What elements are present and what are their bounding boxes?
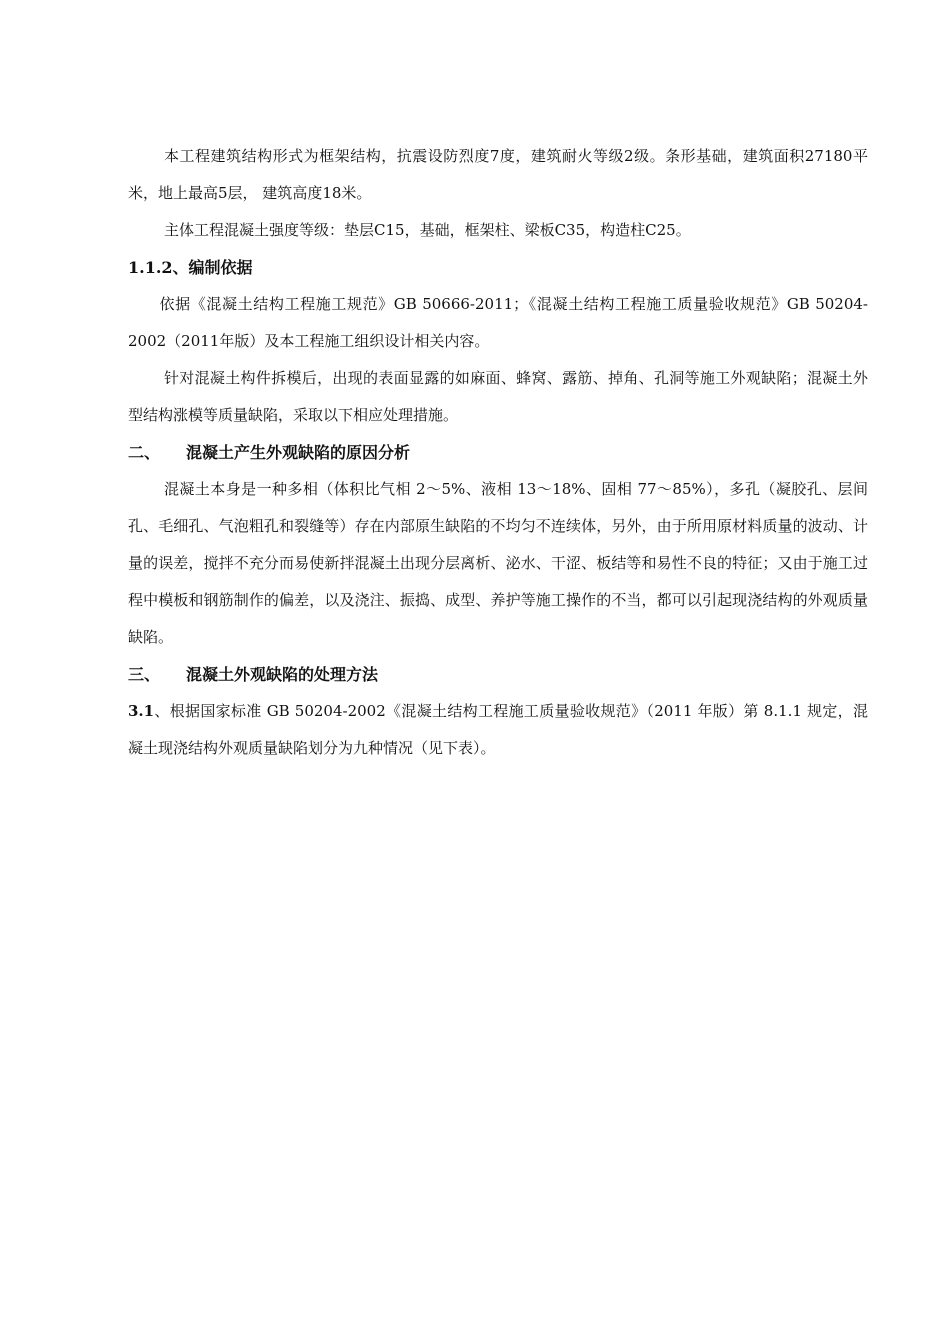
document-page: [128, 138, 868, 767]
heading-number: 三、: [128, 665, 161, 684]
paragraph-defect-measures: 针对混凝土构件拆模后，出现的表面显露的如麻面、蜂窝、露筋、掉角、孔洞等施工外观缺陷；混凝土外型结构涨模等质量缺陷，采取以下相应处理措施。: [128, 369, 868, 424]
heading-text: 混凝土外观缺陷的处理方法: [186, 665, 379, 684]
paragraph-standard-classification: [128, 693, 868, 767]
paragraph-concrete-grade: 主体工程混凝土强度等级：垫层C15，基础，框架柱、梁板C35，构造柱C25。: [164, 221, 691, 239]
heading-treatment-methods: [128, 656, 868, 693]
heading-basis: 1.1.2、编制依据: [128, 258, 253, 277]
clause-number: 3.1: [128, 702, 155, 720]
heading-number: 二、: [128, 443, 161, 462]
paragraph-cause-analysis: 混凝土本身是一种多相（体积比气相 2～5%、液相 13～18%、固相 77～85%），多孔（凝胶孔、层间孔、毛细孔、气泡粗孔和裂缝等）存在内部原生缺陷的不均匀不连续体，另外，由于所用原材料质量的波动、计量的误差，搅拌不充分而易使新拌混凝土出现分层离析、泌水、干涩、板结等和易性不良的特征；又由于施工过程中模板和钢筋制作的偏差，以及浇注、振捣、成型、养护等施工操作的不当，都可以引起现浇结构的外观质量缺陷。: [128, 480, 868, 646]
paragraph-project-structure: 本工程建筑结构形式为框架结构，抗震设防烈度7度，建筑耐火等级2级。条形基础，建筑面积27180平米，地上最高5层， 建筑高度18米。: [128, 147, 868, 202]
heading-cause-analysis: [128, 434, 868, 471]
paragraph-basis: 依据《混凝土结构工程施工规范》GB 50666-2011；《混凝土结构工程施工质量验收规范》GB 50204-2002（2011年版）及本工程施工组织设计相关内容。: [128, 295, 868, 350]
heading-text: 混凝土产生外观缺陷的原因分析: [186, 443, 411, 462]
clause-text: 、根据国家标准 GB 50204-2002《混凝土结构工程施工质量验收规范》（2011 年版）第 8.1.1 规定，混凝土现浇结构外观质量缺陷划分为九种情况（见下表）。: [128, 702, 868, 757]
